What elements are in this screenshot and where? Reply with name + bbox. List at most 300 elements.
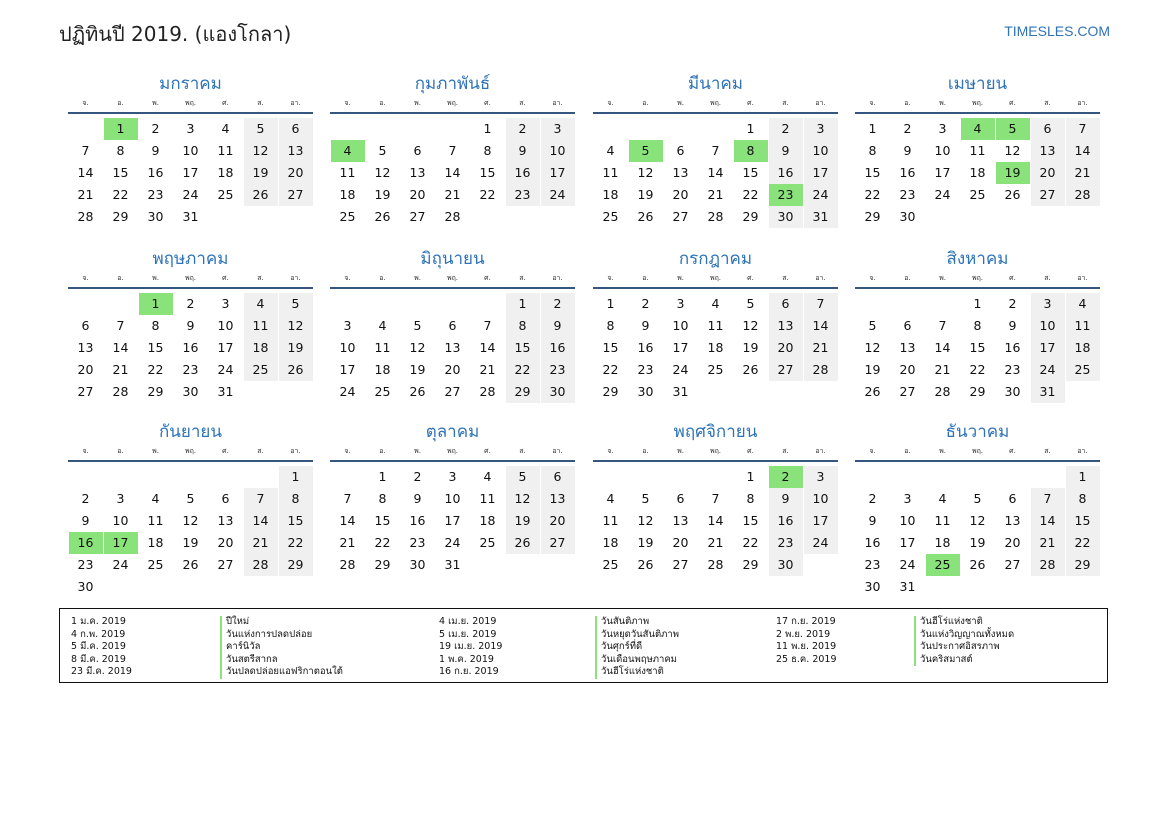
day-cell: 4 [606,143,615,158]
day-cell: 25 [969,187,986,202]
day-cell: 17 [672,340,689,355]
day-cell: 10 [182,143,199,158]
day-cell: 7 [711,491,720,506]
weekday-label: ศ. [222,447,229,455]
weekday-header [593,444,838,458]
day-cell: 28 [77,209,94,224]
month-divider [593,287,838,289]
day-cell: 3 [804,118,838,140]
day-cell: 13 [409,165,426,180]
days-grid [68,293,313,403]
day-cell: 14 [112,340,129,355]
day-cell: 28 [1066,184,1100,206]
day-cell: 23 [506,184,540,206]
day-cell: 1 [279,466,313,488]
month-name: ธันวาคม [945,422,1010,442]
month-name: กันยายน [158,422,222,442]
weekday-label: พฤ. [971,99,984,107]
day-cell: 11 [147,513,164,528]
day-cell: 1 [868,121,877,136]
day-cell: 27 [672,557,689,572]
weekday-label: ส. [257,274,264,282]
day-cell: 1 [606,296,615,311]
day-cell: 3 [221,296,230,311]
empty-cell [926,466,960,488]
month-divider [855,287,1100,289]
day-cell: 9 [541,315,575,337]
weekday-label: พฤ. [446,274,459,282]
weekday-label: จ. [607,99,614,107]
page-title: ปฏิทินปี 2019. (แองโกลา) [59,22,292,46]
day-cell: 4 [378,318,387,333]
day-cell: 18 [602,535,619,550]
day-cell: 22 [864,187,881,202]
weekday-label: ส. [782,447,789,455]
weekday-label: พ. [152,99,159,107]
day-cell: 5 [868,318,877,333]
day-cell: 30 [769,206,803,228]
day-cell: 6 [541,466,575,488]
day-cell: 24 [804,532,838,554]
day-cell: 1 [483,121,492,136]
day-cell: 20 [279,162,313,184]
month-block [855,72,1100,228]
empty-cell [891,466,925,488]
legend-holiday-name: ปีใหม่ [220,616,343,629]
day-cell: 13 [279,140,313,162]
weekday-label: ส. [519,274,526,282]
day-cell: 25 [374,384,391,399]
day-cell: 21 [707,187,724,202]
day-cell: 10 [339,340,356,355]
holiday-day-cell: 1 [104,118,138,140]
day-cell: 4 [483,469,492,484]
legend-dates-col-3 [776,616,837,666]
day-cell: 25 [147,557,164,572]
weekday-label: อา. [552,274,563,282]
day-cell: 9 [903,143,912,158]
day-cell: 25 [602,557,619,572]
day-cell: 4 [244,293,278,315]
day-cell: 8 [1066,488,1100,510]
empty-cell [69,466,103,488]
site-link[interactable]: TIMESLES.COM [1004,23,1110,39]
weekday-label: พ. [939,447,946,455]
day-cell: 17 [444,513,461,528]
day-cell: 31 [672,384,689,399]
day-cell: 21 [1066,162,1100,184]
day-cell: 3 [804,466,838,488]
day-cell: 17 [804,510,838,532]
day-cell: 24 [217,362,234,377]
weekday-label: พ. [414,447,421,455]
day-cell: 7 [448,143,457,158]
day-cell: 13 [77,340,94,355]
day-cell: 10 [899,513,916,528]
day-cell: 12 [182,513,199,528]
day-cell: 7 [804,293,838,315]
day-cell: 24 [339,384,356,399]
day-cell: 31 [217,384,234,399]
day-cell: 27 [444,384,461,399]
day-cell: 26 [637,557,654,572]
day-cell: 26 [182,557,199,572]
weekday-label: พ. [677,447,684,455]
month-block [593,72,838,228]
empty-cell [366,118,400,140]
day-cell: 9 [413,491,422,506]
weekday-label: อ. [642,99,649,107]
weekday-label: ศ. [484,274,491,282]
day-cell: 4 [151,491,160,506]
day-cell: 15 [112,165,129,180]
day-cell: 22 [279,532,313,554]
day-cell: 17 [899,535,916,550]
day-cell: 9 [769,488,803,510]
day-cell: 28 [707,557,724,572]
month-name: พฤษภาคม [152,249,229,269]
day-cell: 28 [934,384,951,399]
day-cell: 1 [1066,466,1100,488]
empty-cell [331,118,365,140]
legend-holiday-date: 5 เม.ย. 2019 [439,628,497,640]
day-cell: 8 [151,318,160,333]
day-cell: 14 [707,165,724,180]
empty-cell [471,293,505,315]
day-cell: 23 [182,362,199,377]
legend-holiday-date: 17 ก.ย. 2019 [776,616,836,627]
day-cell: 3 [541,118,575,140]
day-cell: 16 [637,340,654,355]
day-cell: 15 [969,340,986,355]
day-cell: 12 [637,165,654,180]
day-cell: 2 [413,469,422,484]
day-cell: 17 [804,162,838,184]
day-cell: 11 [707,318,724,333]
day-cell: 25 [602,209,619,224]
weekday-label: อา. [290,447,301,455]
month-block [68,247,313,403]
day-cell: 30 [77,579,94,594]
day-cell: 21 [804,337,838,359]
day-cell: 2 [903,121,912,136]
day-cell: 15 [1066,510,1100,532]
day-cell: 16 [1004,340,1021,355]
day-cell: 19 [374,187,391,202]
day-cell: 20 [899,362,916,377]
day-cell: 7 [244,488,278,510]
day-cell: 3 [343,318,352,333]
day-cell: 6 [769,293,803,315]
day-cell: 17 [217,340,234,355]
day-cell: 8 [973,318,982,333]
day-cell: 20 [217,535,234,550]
days-grid [68,118,313,228]
day-cell: 22 [742,535,759,550]
weekday-header [593,271,838,285]
empty-cell [926,293,960,315]
day-cell: 6 [413,143,422,158]
day-cell: 29 [1066,554,1100,576]
empty-cell [699,118,733,140]
weekday-label: อ. [117,99,124,107]
day-cell: 6 [1008,491,1017,506]
legend-dates-col-1 [71,616,132,679]
weekday-label: อ. [642,447,649,455]
day-cell: 5 [279,293,313,315]
day-cell: 23 [637,362,654,377]
empty-cell [856,466,890,488]
day-cell: 29 [374,557,391,572]
day-cell: 25 [244,359,278,381]
weekday-label: อา. [1077,447,1088,455]
day-cell: 22 [602,362,619,377]
day-cell: 24 [672,362,689,377]
day-cell: 3 [676,296,685,311]
day-cell: 16 [899,165,916,180]
day-cell: 19 [279,337,313,359]
weekday-header [855,271,1100,285]
day-cell: 4 [1066,293,1100,315]
empty-cell [856,293,890,315]
empty-cell [436,293,470,315]
legend-holiday-name: วันแห่งวิญญาณทั้งหมด [914,629,1014,642]
day-cell: 4 [938,491,947,506]
weekday-header [68,96,313,110]
day-cell: 1 [973,296,982,311]
day-cell: 28 [339,557,356,572]
day-cell: 27 [279,184,313,206]
day-cell: 13 [541,488,575,510]
weekday-label: อ. [379,99,386,107]
empty-cell [104,466,138,488]
day-cell: 24 [112,557,129,572]
day-cell: 12 [864,340,881,355]
days-grid [330,118,575,228]
holiday-day-cell: 23 [769,184,803,206]
day-cell: 18 [147,535,164,550]
month-divider [593,112,838,114]
month-block [855,420,1100,598]
day-cell: 15 [479,165,496,180]
day-cell: 11 [969,143,986,158]
day-cell: 30 [541,381,575,403]
weekday-label: ส. [1044,99,1051,107]
day-cell: 26 [409,384,426,399]
month-divider [855,112,1100,114]
holiday-day-cell: 17 [104,532,138,554]
weekday-header [593,96,838,110]
weekday-label: อ. [642,274,649,282]
day-cell: 7 [711,143,720,158]
holiday-day-cell: 25 [926,554,960,576]
empty-cell [594,466,628,488]
holiday-day-cell: 5 [629,140,663,162]
day-cell: 20 [77,362,94,377]
day-cell: 2 [186,296,195,311]
day-cell: 7 [81,143,90,158]
day-cell: 23 [77,557,94,572]
day-cell: 27 [769,359,803,381]
month-divider [330,287,575,289]
day-cell: 1 [506,293,540,315]
days-grid [855,118,1100,228]
day-cell: 5 [506,466,540,488]
day-cell: 27 [217,557,234,572]
weekday-label: ศ. [1009,99,1016,107]
day-cell: 31 [899,579,916,594]
legend-holiday-name: วันฮีโร่แห่งชาติ [595,666,679,679]
weekday-label: อา. [1077,99,1088,107]
day-cell: 31 [444,557,461,572]
month-block [593,420,838,576]
day-cell: 26 [374,209,391,224]
day-cell: 7 [938,318,947,333]
weekday-label: พฤ. [184,99,197,107]
day-cell: 24 [444,535,461,550]
legend-holiday-date: 2 พ.ย. 2019 [776,628,831,640]
weekday-label: จ. [82,99,89,107]
weekday-label: ศ. [747,274,754,282]
day-cell: 2 [769,118,803,140]
day-cell: 15 [742,513,759,528]
day-cell: 28 [112,384,129,399]
empty-cell [139,466,173,488]
day-cell: 19 [506,510,540,532]
day-cell: 21 [1031,532,1065,554]
day-cell: 8 [868,143,877,158]
day-cell: 11 [602,513,619,528]
day-cell: 26 [742,362,759,377]
day-cell: 18 [339,187,356,202]
day-cell: 14 [444,165,461,180]
day-cell: 29 [742,209,759,224]
day-cell: 23 [769,532,803,554]
weekday-label: พฤ. [971,447,984,455]
empty-cell [996,466,1030,488]
day-cell: 10 [672,318,689,333]
day-cell: 7 [1066,118,1100,140]
day-cell: 30 [864,579,881,594]
day-cell: 4 [606,491,615,506]
weekday-label: จ. [82,274,89,282]
day-cell: 16 [506,162,540,184]
day-cell: 5 [973,491,982,506]
day-cell: 5 [746,296,755,311]
day-cell: 19 [637,535,654,550]
day-cell: 31 [1031,381,1065,403]
day-cell: 16 [864,535,881,550]
day-cell: 17 [934,165,951,180]
legend-holiday-name: วันหยุดวันสันติภาพ [595,629,679,642]
day-cell: 17 [182,165,199,180]
empty-cell [331,293,365,315]
day-cell: 11 [339,165,356,180]
day-cell: 19 [409,362,426,377]
day-cell: 8 [746,491,755,506]
day-cell: 1 [378,469,387,484]
empty-cell [244,466,278,488]
month-divider [68,112,313,114]
day-cell: 21 [77,187,94,202]
day-cell: 2 [1008,296,1017,311]
weekday-label: พ. [939,99,946,107]
day-cell: 30 [409,557,426,572]
empty-cell [664,466,698,488]
day-cell: 16 [541,337,575,359]
month-divider [68,460,313,462]
day-cell: 24 [804,184,838,206]
day-cell: 9 [506,140,540,162]
day-cell: 8 [378,491,387,506]
empty-cell [699,466,733,488]
day-cell: 19 [244,162,278,184]
day-cell: 21 [339,535,356,550]
weekday-label: อ. [904,447,911,455]
day-cell: 20 [409,187,426,202]
day-cell: 26 [1004,187,1021,202]
day-cell: 22 [1066,532,1100,554]
weekday-label: อ. [904,99,911,107]
day-cell: 6 [448,318,457,333]
day-cell: 29 [112,209,129,224]
day-cell: 16 [147,165,164,180]
month-block [593,247,838,403]
weekday-label: อา. [1077,274,1088,282]
day-cell: 30 [769,554,803,576]
day-cell: 21 [444,187,461,202]
day-cell: 10 [444,491,461,506]
legend-holiday-date: 4 เม.ย. 2019 [439,616,497,627]
day-cell: 25 [217,187,234,202]
day-cell: 19 [969,535,986,550]
day-cell: 28 [479,384,496,399]
weekday-label: ส. [257,447,264,455]
day-cell: 22 [742,187,759,202]
day-cell: 1 [746,469,755,484]
day-cell: 14 [77,165,94,180]
weekday-label: จ. [869,274,876,282]
day-cell: 23 [409,535,426,550]
day-cell: 18 [479,513,496,528]
day-cell: 5 [244,118,278,140]
day-cell: 8 [606,318,615,333]
day-cell: 3 [1031,293,1065,315]
day-cell: 3 [448,469,457,484]
month-divider [68,287,313,289]
weekday-label: ส. [519,447,526,455]
weekday-label: พฤ. [446,447,459,455]
day-cell: 11 [1066,315,1100,337]
day-cell: 24 [1031,359,1065,381]
day-cell: 26 [279,359,313,381]
day-cell: 20 [1031,162,1065,184]
day-cell: 18 [969,165,986,180]
day-cell: 11 [374,340,391,355]
month-divider [330,460,575,462]
day-cell: 20 [541,510,575,532]
day-cell: 27 [1031,184,1065,206]
day-cell: 12 [969,513,986,528]
day-cell: 8 [506,315,540,337]
month-divider [330,112,575,114]
day-cell: 21 [934,362,951,377]
day-cell: 26 [637,209,654,224]
days-grid [330,293,575,403]
day-cell: 6 [903,318,912,333]
legend-holiday-date: 25 ธ.ค. 2019 [776,653,837,665]
legend-holiday-date: 23 มี.ค. 2019 [71,666,132,677]
